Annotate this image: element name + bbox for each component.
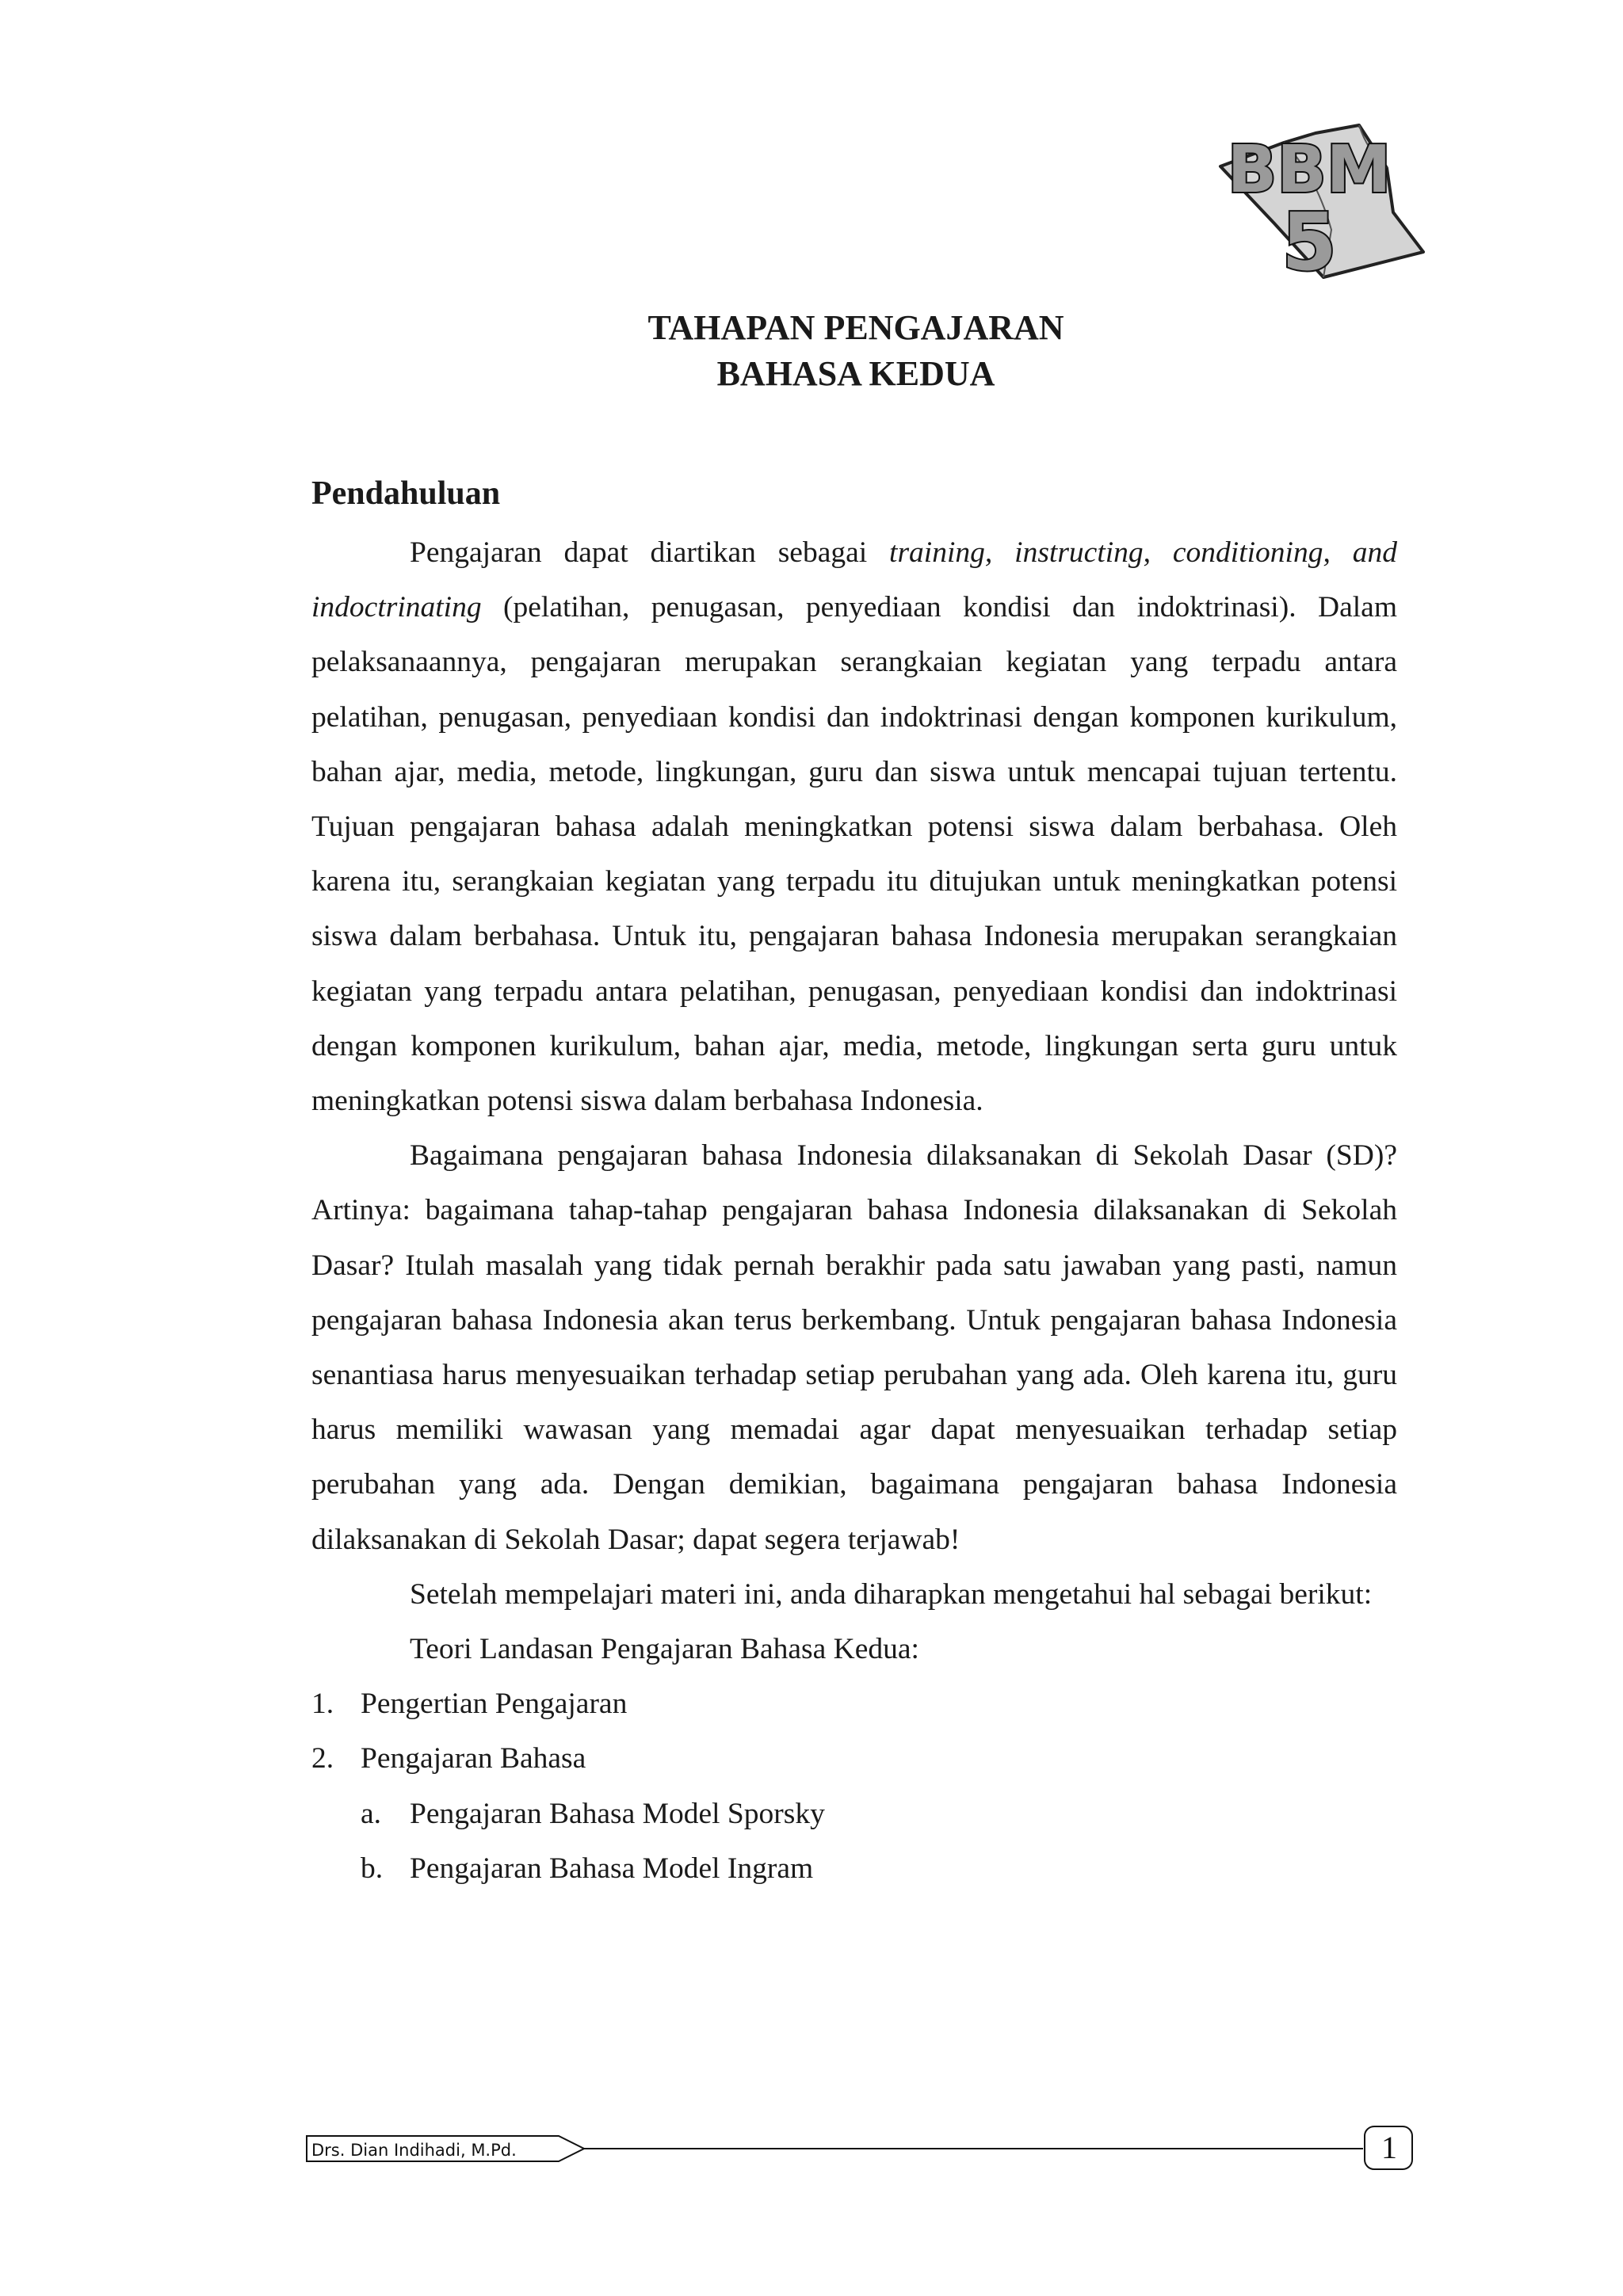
paragraph-2: Bagaimana pengajaran bahasa Indonesia dilaksanakan di Sekolah Dasar (SD)? Artinya: bagaimana tahap-tahap pengajaran bahasa Indonesia dilaksanakan di Sekolah Dasar? Itulah masalah yang tidak pernah berakhir pada satu jawaban yang pasti, namun pengajaran bahasa Indonesia akan terus berkembang. Untuk pengajaran bahasa Indonesia senantiasa harus menyesuaikan terhadap setiap perubahan yang ada. Oleh karena itu, guru harus memiliki wawasan yang memadai agar dapat menyesuaikan terhadap setiap perubahan yang ada. Dengan demikian, bagaimana pengajaran bahasa Indonesia dilaksanakan di Sekolah Dasar; dapat segera terjawab! xyxy=(311,1139,1397,1556)
list-item xyxy=(311,1676,1397,1731)
footer-author: Drs. Dian Indihadi, M.Pd. xyxy=(311,2141,517,2160)
list-item-number: 2. xyxy=(311,1742,334,1775)
paragraph-1-italic: training, instructing, conditioning, and indoctrinating xyxy=(311,536,1397,624)
paragraph-1 xyxy=(311,525,1397,1128)
paragraph-1-start: Pengajaran dapat diartikan sebagai xyxy=(410,536,890,569)
list-item-text: Pengertian Pengajaran xyxy=(361,1688,628,1721)
list-item xyxy=(311,1731,1397,1896)
list-item-text: Pengajaran Bahasa xyxy=(361,1742,586,1775)
sublist-item-text: Pengajaran Bahasa Model Sporsky xyxy=(410,1797,825,1830)
page-title xyxy=(0,305,1623,397)
badge-line1: BBM xyxy=(1227,132,1392,208)
badge-line2: 5 xyxy=(1281,196,1337,285)
list-intro: Teori Landasan Pengajaran Bahasa Kedua: xyxy=(410,1633,919,1666)
body-text xyxy=(311,525,1397,1896)
sublist-item xyxy=(361,1841,1397,1896)
sublist-item-letter: b. xyxy=(361,1852,384,1885)
objective-list xyxy=(311,1676,1397,1896)
sublist-item-text: Pengajaran Bahasa Model Ingram xyxy=(410,1852,814,1885)
title-line2: BAHASA KEDUA xyxy=(716,354,995,393)
page-number: 1 xyxy=(1381,2130,1397,2165)
paragraph-3: Setelah mempelajari materi ini, anda diharapkan mengetahui hal sebagai berikut: xyxy=(410,1577,1373,1611)
title-line1: TAHAPAN PENGAJARAN xyxy=(647,308,1064,347)
page-footer xyxy=(305,2114,1415,2177)
list-item-number: 1. xyxy=(311,1688,334,1721)
objective-sublist xyxy=(311,1787,1397,1896)
sublist-item-letter: a. xyxy=(361,1797,382,1830)
chapter-badge xyxy=(1197,119,1426,285)
section-heading: Pendahuluan xyxy=(311,475,501,512)
paragraph-1-rest: (pelatihan, penugasan, penyediaan kondisi dan indoktrinasi). Dalam pelaksanaannya, pengajaran merupakan serangkaian kegiatan yang terpadu antara pelatihan, penugasan, penyediaan kondisi dan indoktrinasi dengan komponen kurikulum, bahan ajar, media, metode, lingkungan, guru dan siswa untuk mencapai tujuan tertentu. Tujuan pengajaran bahasa adalah meningkatkan potensi siswa dalam berbahasa. Oleh karena itu, serangkaian kegiatan yang terpadu itu ditujukan untuk meningkatkan potensi siswa dalam berbahasa. Untuk itu, pengajaran bahasa Indonesia merupakan serangkaian kegiatan yang terpadu antara pelatihan, penugasan, penyediaan kondisi dan indoktrinasi dengan komponen kurikulum, bahan ajar, media, metode, lingkungan serta guru untuk meningkatkan potensi siswa dalam berbahasa Indonesia. xyxy=(311,591,1397,1118)
sublist-item xyxy=(361,1787,1397,1841)
